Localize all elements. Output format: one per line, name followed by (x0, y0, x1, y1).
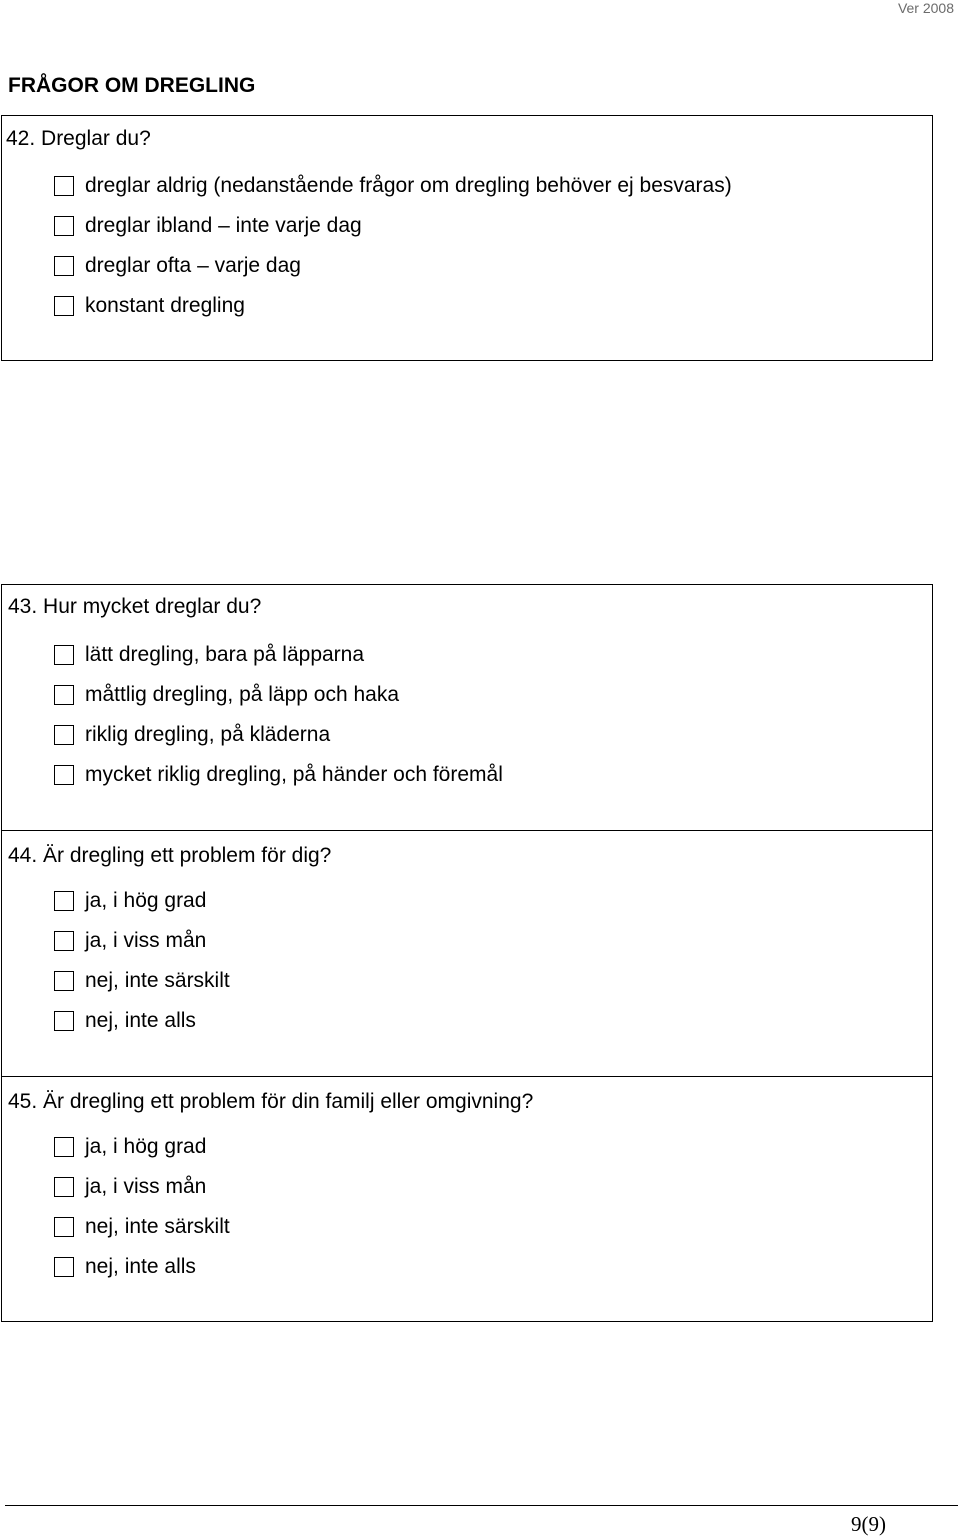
footer-divider (5, 1505, 958, 1506)
question-43-box (1, 584, 933, 831)
checkbox[interactable] (54, 256, 74, 276)
question-42-option-1[interactable] (54, 174, 732, 198)
checkbox[interactable] (54, 931, 74, 951)
question-45-text: 45. Är dregling ett problem för din familj eller omgivning? (8, 1090, 534, 1113)
option-label: dreglar ofta – varje dag (85, 254, 301, 277)
question-42-option-2[interactable] (54, 214, 362, 238)
question-44-option-1[interactable] (54, 889, 206, 913)
question-42-option-3[interactable] (54, 254, 301, 278)
question-43-text: 43. Hur mycket dreglar du? (8, 595, 262, 618)
option-label: nej, inte alls (85, 1255, 196, 1278)
question-43-option-3[interactable] (54, 723, 330, 747)
checkbox[interactable] (54, 176, 74, 196)
question-44-box (1, 830, 933, 1077)
checkbox[interactable] (54, 216, 74, 236)
question-44-option-4[interactable] (54, 1009, 196, 1033)
question-45-option-4[interactable] (54, 1255, 196, 1279)
question-42-text: 42. Dreglar du? (6, 127, 151, 150)
option-label: nej, inte alls (85, 1009, 196, 1032)
option-label: ja, i hög grad (85, 889, 207, 912)
version-label: Ver 2008 (897, 0, 954, 16)
option-label: dreglar ibland – inte varje dag (85, 214, 362, 237)
checkbox[interactable] (54, 1177, 74, 1197)
option-label: lätt dregling, bara på läpparna (85, 643, 365, 666)
question-44-text: 44. Är dregling ett problem för dig? (8, 844, 332, 867)
checkbox[interactable] (54, 1217, 74, 1237)
option-label: måttlig dregling, på läpp och haka (85, 683, 400, 706)
question-42-option-4[interactable] (54, 294, 245, 318)
question-43-option-4[interactable] (54, 763, 503, 787)
checkbox[interactable] (54, 1011, 74, 1031)
checkbox[interactable] (54, 645, 74, 665)
checkbox[interactable] (54, 685, 74, 705)
option-label: nej, inte särskilt (85, 969, 230, 992)
page-number: 9(9) (851, 1512, 886, 1536)
question-45-option-1[interactable] (54, 1135, 206, 1159)
checkbox[interactable] (54, 296, 74, 316)
question-43-option-2[interactable] (54, 683, 399, 707)
question-44-option-3[interactable] (54, 969, 230, 993)
checkbox[interactable] (54, 1257, 74, 1277)
checkbox[interactable] (54, 1137, 74, 1157)
checkbox[interactable] (54, 725, 74, 745)
option-label: dreglar aldrig (nedanstående frågor om dregling behöver ej besvaras) (85, 174, 732, 197)
option-label: ja, i viss mån (85, 929, 207, 952)
question-45-option-3[interactable] (54, 1215, 230, 1239)
question-44-option-2[interactable] (54, 929, 206, 953)
option-label: konstant dregling (85, 294, 245, 317)
section-title: FRÅGOR OM DREGLING (8, 74, 256, 97)
checkbox[interactable] (54, 891, 74, 911)
question-45-option-2[interactable] (54, 1175, 206, 1199)
option-label: riklig dregling, på kläderna (85, 723, 331, 746)
option-label: mycket riklig dregling, på händer och föremål (85, 763, 503, 786)
checkbox[interactable] (54, 765, 74, 785)
option-label: nej, inte särskilt (85, 1215, 230, 1238)
question-45-box (1, 1076, 933, 1322)
option-label: ja, i hög grad (85, 1135, 207, 1158)
question-42-box (1, 115, 933, 361)
option-label: ja, i viss mån (85, 1175, 207, 1198)
question-43-option-1[interactable] (54, 643, 364, 667)
checkbox[interactable] (54, 971, 74, 991)
